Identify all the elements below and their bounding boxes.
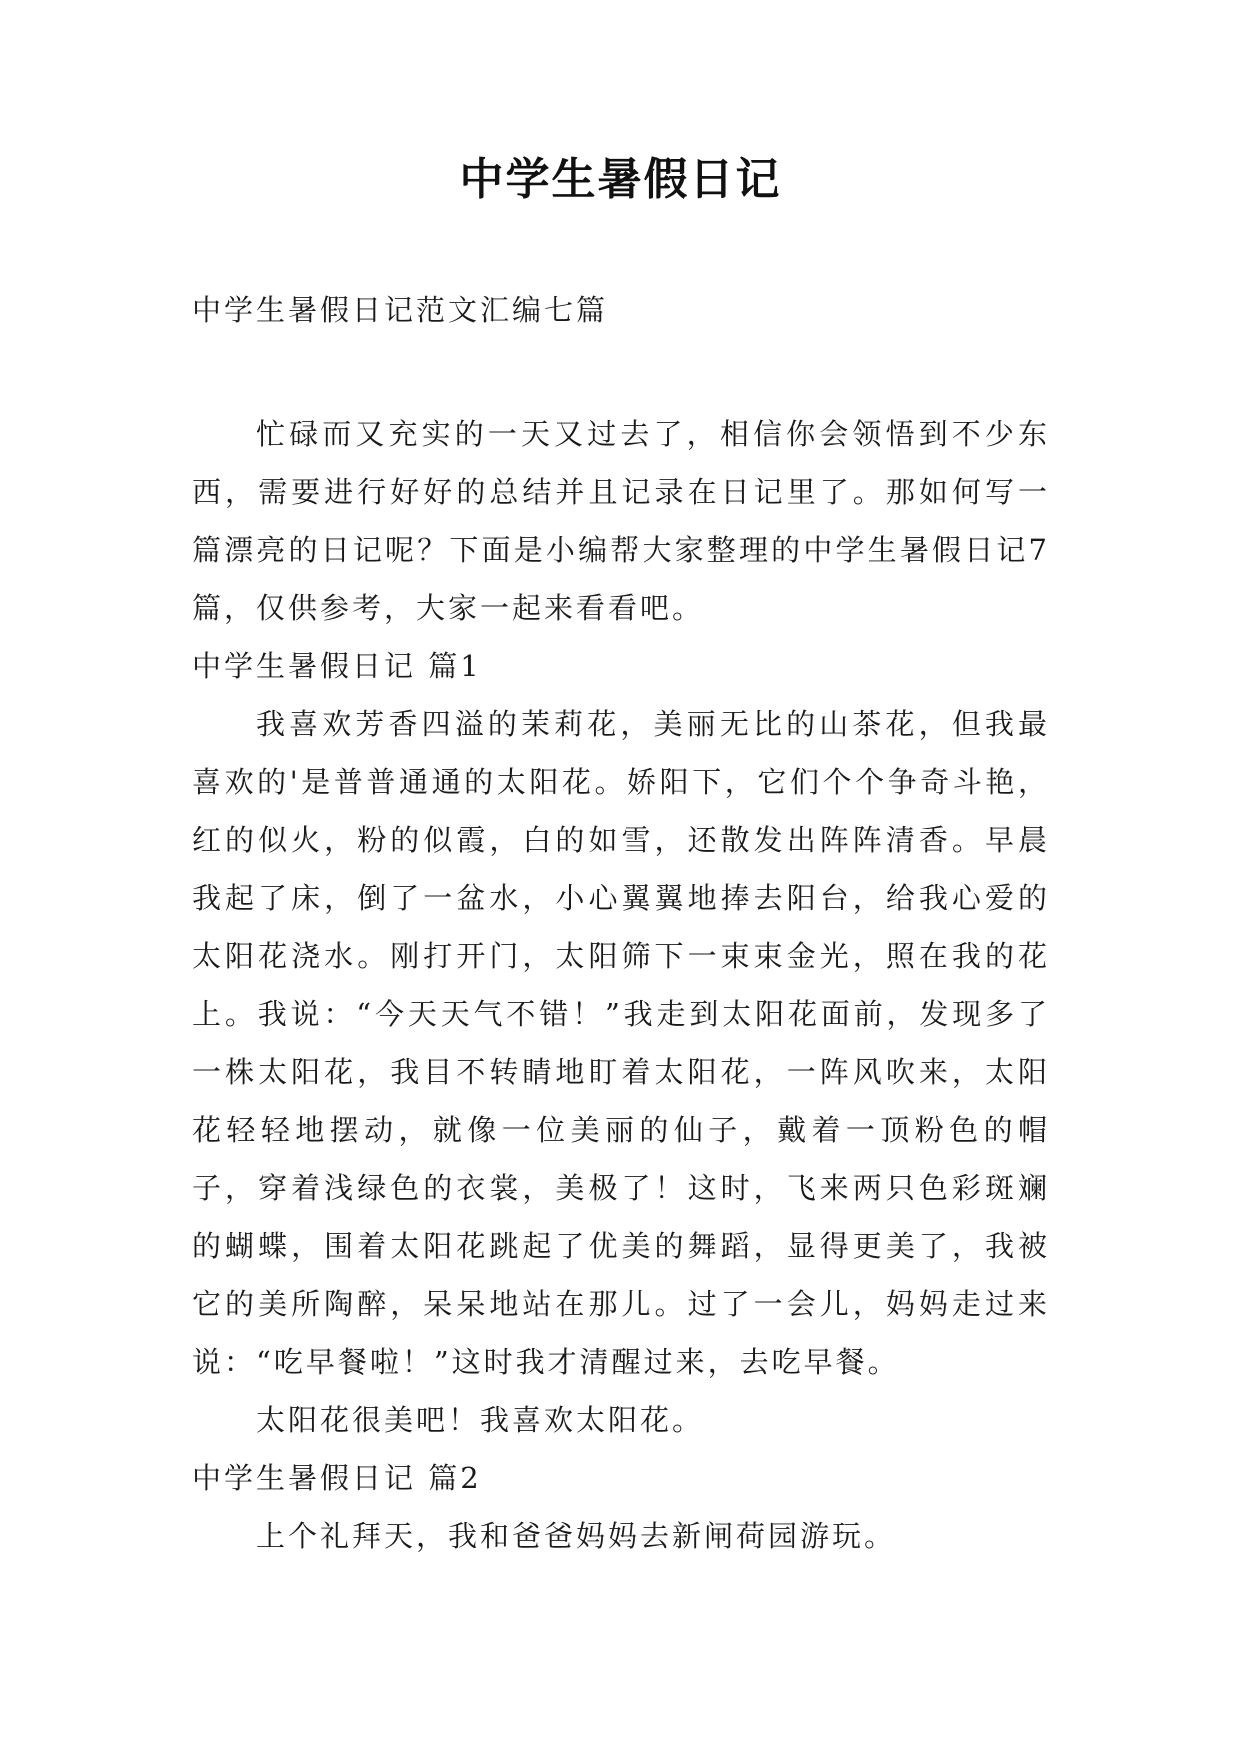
- document-body: [192, 405, 1050, 1565]
- body-paragraph: 太阳花很美吧！我喜欢太阳花。: [256, 1403, 705, 1437]
- section-heading: 中学生暑假日记 篇1: [192, 649, 482, 683]
- intro-paragraph: 忙碌而又充实的一天又过去了，相信你会领悟到不少东西，需要进行好好的总结并且记录在日记里了。那如何写一篇漂亮的日记呢？下面是小编帮大家整理的中学生暑假日记7篇，仅供参考，大家一起来看看吧。: [192, 417, 1050, 625]
- document-title: 中学生暑假日记: [459, 154, 782, 205]
- section-heading: 中学生暑假日记 篇2: [192, 1461, 482, 1495]
- body-paragraph: 我喜欢芳香四溢的茉莉花，美丽无比的山茶花，但我最喜欢的'是普普通通的太阳花。娇阳下，它们个个争奇斗艳，红的似火，粉的似霞，白的如雪，还散发出阵阵清香。早晨我起了床，倒了一盆水，小心翼翼地捧去阳台，给我心爱的太阳花浇水。刚打开门，太阳筛下一束束金光，照在我的花上。我说：“今天天气不错！”我走到太阳花面前，发现多了一株太阳花，我目不转睛地盯着太阳花，一阵风吹来，太阳花轻轻地摆动，就像一位美丽的仙子，戴着一顶粉色的帽子，穿着浅绿色的衣裳，美极了！这时，飞来两只色彩斑斓的蝴蝶，围着太阳花跳起了优美的舞蹈，显得更美了，我被它的美所陶醉，呆呆地站在那儿。过了一会儿，妈妈走过来说：“吃早餐啦！”这时我才清醒过来，去吃早餐。: [192, 707, 1050, 1379]
- document-subtitle: 中学生暑假日记范文汇编七篇: [192, 293, 609, 327]
- body-paragraph: 上个礼拜天，我和爸爸妈妈去新闸荷园游玩。: [256, 1519, 897, 1553]
